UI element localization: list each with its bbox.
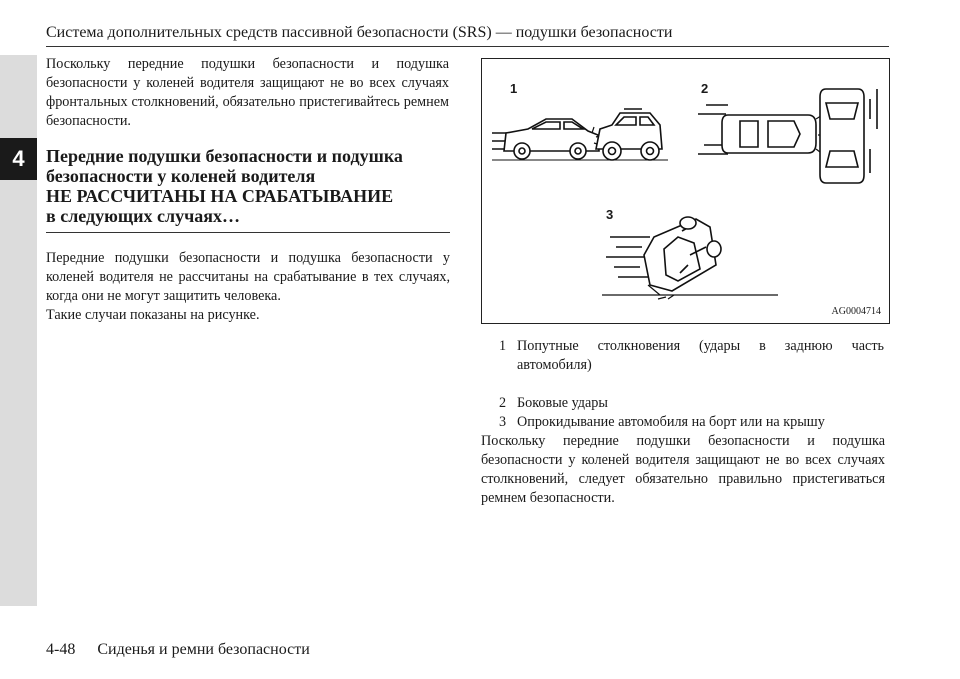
legend-item-text: Попутные столкновения (удары в заднюю часть автомобиля) [517,338,884,373]
legend-item-text: Опрокидывание автомобиля на борт или на крышу [517,414,825,430]
legend-item [499,337,884,394]
running-head: Система дополнительных средств пассивной безопасности (SRS) — подушки безопасности [46,24,673,41]
page-number: 4-48 [46,641,76,658]
description-block [46,249,450,325]
legend-item-number: 2 [499,395,507,411]
section-heading-line3: НЕ РАССЧИТАНЫ НА СРАБАТЫВАНИЕ [46,186,394,206]
figure-label-2: 2 [701,81,709,96]
rollover-illustration [602,217,778,299]
side-impact-illustration [698,89,877,183]
intro-paragraph: Поскольку передние подушки безопасности и подушка безопасности у коленей водителя защищают не во всех случаях фронтальных столкновений, обязательно пристегивайтесь ремнем безопасности. [46,56,449,129]
header-divider [46,46,889,47]
legend-item [499,413,884,432]
page-footer [46,641,328,659]
figure-legend [499,337,884,432]
legend-item-number: 1 [499,338,507,354]
collision-illustration [482,59,888,322]
closing-paragraph: Поскольку передние подушки безопасности и подушка безопасности у коленей водителя защищают не во всех случаях столкновений, следует обязательно правильно пристегиваться ремнем безопасности. [481,433,885,506]
section-heading-divider [46,232,450,233]
section-heading-line4: в следующих случаях… [46,206,240,226]
legend-item [499,394,884,413]
figure-code: AG0004714 [831,306,881,317]
section-heading [46,146,450,226]
footer-section-title: Сиденья и ремни безопасности [97,641,310,658]
collision-figure [481,58,890,324]
legend-item-number: 3 [499,414,507,430]
chapter-tab: 4 [0,138,37,180]
section-heading-line2: безопасности у коленей водителя [46,166,316,186]
rear-end-collision-illustration [492,109,668,160]
description-line-2: Такие случаи показаны на рисунке. [46,307,260,323]
description-line-1: Передние подушки безопасности и подушка безопасности у коленей водителя не рассчитаны на срабатывание в тех случаях, когда они не могут защитить человека. [46,250,450,304]
figure-label-3: 3 [606,207,614,222]
section-heading-line1: Передние подушки безопасности и подушка [46,146,403,166]
figure-label-1: 1 [510,81,518,96]
legend-item-text: Боковые удары [517,395,608,411]
